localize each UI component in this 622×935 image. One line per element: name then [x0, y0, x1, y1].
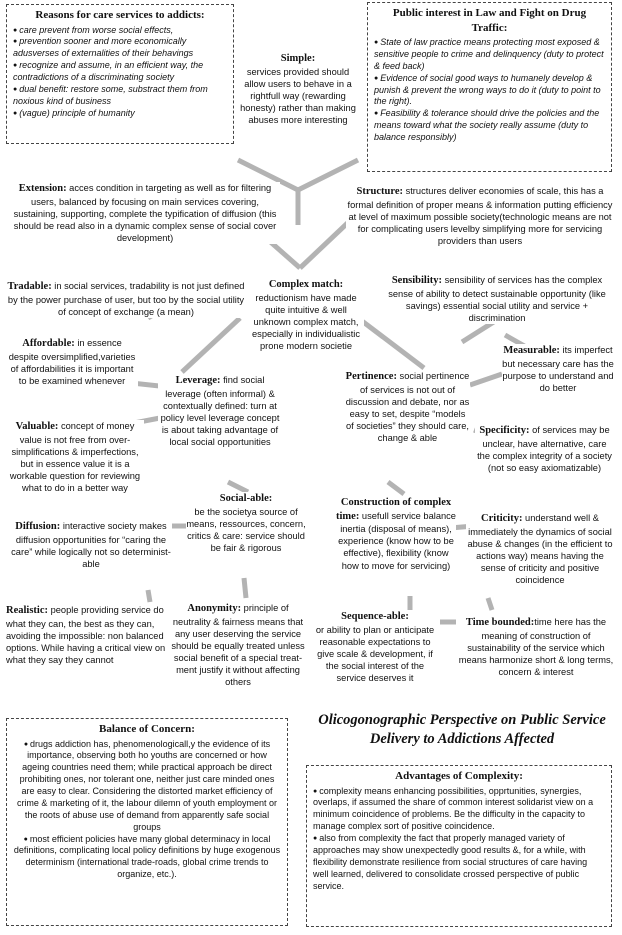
public-interest-box: [367, 2, 612, 172]
node-pertinence: [345, 370, 470, 444]
node-text: be the societya source of means, ressources, concern, critics & care: service should be fair & rigorous: [186, 506, 306, 553]
node-title: Sequence-able:: [341, 611, 409, 622]
list-item: ● recognize and assume, in an efficient way, the contradictions of a discriminating society: [13, 60, 227, 84]
node-measurable: [502, 344, 614, 394]
connector-line: [470, 374, 502, 385]
node-realistic: [6, 604, 166, 666]
connector-line: [182, 318, 240, 372]
node-text: find social leverage (often informal) & contextually defined: turn at policy level leverage concept is about taking advantage of local social opportunities: [160, 375, 280, 447]
node-diffusion: [10, 520, 172, 570]
node-text: structures deliver economies of scale, this has a formal definition of proper means & information putting efficiency at level of maximum possible society(technologic means are not for complicating users levelby simplifying more for servicing providers than users: [347, 186, 613, 246]
node-title: Tradable:: [7, 281, 52, 292]
node-specificity: [475, 424, 614, 474]
node-title: Extension:: [18, 183, 67, 194]
node-text: concept of money value is not free from over-simplifications & imperfections, but in essence value it is a workable question for reviewing what to do in a better way: [9, 421, 141, 493]
node-sequence-able: [310, 610, 440, 684]
node-text: services provided should allow users to behave in a rightfull way (rewarding honesty) rather than making abuses more interesting: [240, 66, 356, 125]
list-item: ● also from complexity the fact that properly managed variety of approaches may show unexpectedly good results &, for a while, with flexibility demonstrate resilience from social structures of care having well learned, delivered to consolidate crossed perspective of public service.: [313, 833, 605, 892]
node-text: of services may be unclear, have alternative, care the complex integrity of a society (not so easy axiomatizable): [477, 425, 612, 473]
list-item: ● prevention sooner and more economically adusverses of externalities of their behavings: [13, 36, 227, 60]
list-item: ● (vague) principle of humanity: [13, 108, 227, 120]
node-text: or ability to plan or anticipate reasonable expectations to give scale & development, if the social interest of the service deserves it: [315, 624, 435, 683]
node-tradable: [6, 280, 246, 318]
list-item: ● Evidence of social good ways to humanely develop & punish & prevent the wrong ways to do it (duty to point to the right).: [374, 73, 605, 109]
node-text: principle of neutrality & fairness means that any user deserving the service should be equally treated unless social benefit of a special treat-ment justify it without affecting others: [171, 603, 305, 688]
diagram-caption: Olicogonographic Perspective on Public Service Delivery to Addictions Affected: [318, 712, 606, 747]
balance-title: Balance of Concern:: [99, 723, 195, 735]
node-title: Affordable:: [22, 338, 75, 349]
node-complex-match: [248, 278, 364, 352]
node-sensibility: [380, 274, 614, 324]
node-text: sensibility of services has the complex sense of ability to detect sustainable opportunity (like savings) essential social utility and service + discrimination: [388, 275, 606, 323]
list-item: ● State of law practice means protecting most exposed & sensitive people to crime and delinquency (duty to protect & feed back): [374, 37, 605, 73]
node-title: Social-able:: [219, 493, 273, 504]
node-text: in essence despite oversimplified,varieties of affordabilities it is important to be examined whenever: [8, 338, 136, 386]
list-item: ● most efficient policies have many global determinacy in local definitions, complicating local policy definitions by huge exogenous determinism (international trade-roads, global crime trends to organize, etc.).: [13, 834, 281, 882]
connector-line: [388, 482, 404, 494]
node-text: in social services, tradability is not just defined by the power purchase of user, but too by the social utility of concept of exchange (a mean): [7, 281, 245, 317]
node-title: Time bounded:: [465, 617, 535, 628]
node-text: reductionism have made quite intuitive & well unknown complex match, especially in individualistic prone modern societie: [252, 292, 360, 351]
public-interest-title: Public interest in Law and Fight on Drug Traffic:: [392, 7, 587, 34]
balance-list: [13, 739, 281, 882]
node-valuable: [6, 420, 144, 494]
node-social-able: [186, 492, 306, 554]
node-structure: [346, 185, 614, 247]
node-title: Complex match:: [268, 279, 344, 290]
list-item: ● care prevent from worse social effects,: [13, 25, 227, 37]
node-title: Leverage:: [175, 375, 221, 386]
reasons-title: Reasons for care services to addicts:: [35, 9, 205, 21]
node-text: social pertinence of services is not out of discussion and debate, nor as easy to set, despite “models of societies” they should care, change & able: [345, 371, 470, 443]
node-text: interactive society makes diffusion opportunities for “caring the care” while logically not so determinist-able: [11, 521, 171, 569]
reasons-list: [13, 25, 227, 120]
list-item: ● Feasibility & tolerance should drive the policies and the means toward what the society really assume (duty to balance responsibly): [374, 108, 605, 144]
list-item: ● drugs addiction has, phenomenologicall,y the evidence of its importance, observing both ho youths are concerned or how ageing countries need them; while practical approach be direct prohibiting ones, nor tolerant one, neither just care minded ones are easy to clear. Considering the distorted market efficiency of crime & marketing of it, the labour dilemn of youth employment or the roots of abuse use of demand from apparently safe social groups: [13, 739, 281, 834]
node-leverage: [158, 374, 282, 448]
node-simple: [238, 52, 358, 126]
node-title: Pertinence:: [345, 371, 397, 382]
node-title: Construction of complex time:: [336, 497, 452, 522]
node-affordable: [6, 337, 138, 387]
list-item: ● complexity means enhancing possibilities, opprtunities, synergies, overlaps, if assumed the share of common interest solidarist view on a minimum coincidence of problems. Be the difficulty in the capacity to manage complex sort of positive coincidence.: [313, 786, 605, 834]
node-extension: [10, 182, 280, 244]
node-construction: [336, 496, 456, 572]
node-text: people providing service do what they can, the best as they can, avoiding the impossible: non balanced options. While having a critical view on what they say they cannot: [6, 605, 166, 665]
connector-line: [358, 318, 424, 368]
reasons-box: [6, 4, 234, 144]
node-criticity: [466, 512, 614, 586]
balance-box: [6, 718, 288, 926]
node-title: Specificity:: [479, 425, 530, 436]
advantages-title: Advantages of Complexity:: [395, 770, 523, 782]
node-title: Measurable:: [503, 345, 560, 356]
node-text: time here has the meaning of construction of sustainability of the service which means harmonize short & long terms, concern & interest: [458, 617, 614, 677]
node-text: acces condition in targeting as well as for filtering users, balanced by focusing on main services covering, sustaining, supporting, complete the typification of diffusion (this should be read also in a dynamic complex sense of social cover development): [13, 183, 277, 243]
node-title: Valuable:: [15, 421, 59, 432]
node-title: Sensibility:: [391, 275, 442, 286]
node-title: Criticity:: [481, 513, 523, 524]
node-title: Diffusion:: [15, 521, 61, 532]
connector-line: [244, 578, 246, 598]
advantages-list: [313, 786, 605, 893]
node-title: Anonymity:: [187, 603, 242, 614]
node-title: Simple:: [280, 53, 316, 64]
connector-line: [148, 590, 150, 602]
public-interest-list: [374, 37, 605, 144]
list-item: ● dual benefit: restore some, substract them from noxious kind of business: [13, 84, 227, 108]
node-text: usefull service balance inertia (disposal of means), experience (know how to be effective), flexibility (know how to move for servicing): [338, 510, 456, 571]
advantages-box: [306, 765, 612, 927]
node-anonymity: [168, 602, 308, 688]
connector-line: [228, 482, 248, 492]
node-text: its imperfect but necessary care has the purpose to understand and do better: [502, 345, 614, 393]
node-text: understand well & immediately the dynamics of social abuse & changes (in the efficient to actions way) means having the sense of criticity and positive coincidence: [467, 513, 613, 585]
node-title: Realistic:: [6, 605, 48, 616]
node-title: Structure:: [356, 186, 403, 197]
connector-line: [488, 598, 492, 610]
node-time-bounded: [458, 616, 614, 678]
